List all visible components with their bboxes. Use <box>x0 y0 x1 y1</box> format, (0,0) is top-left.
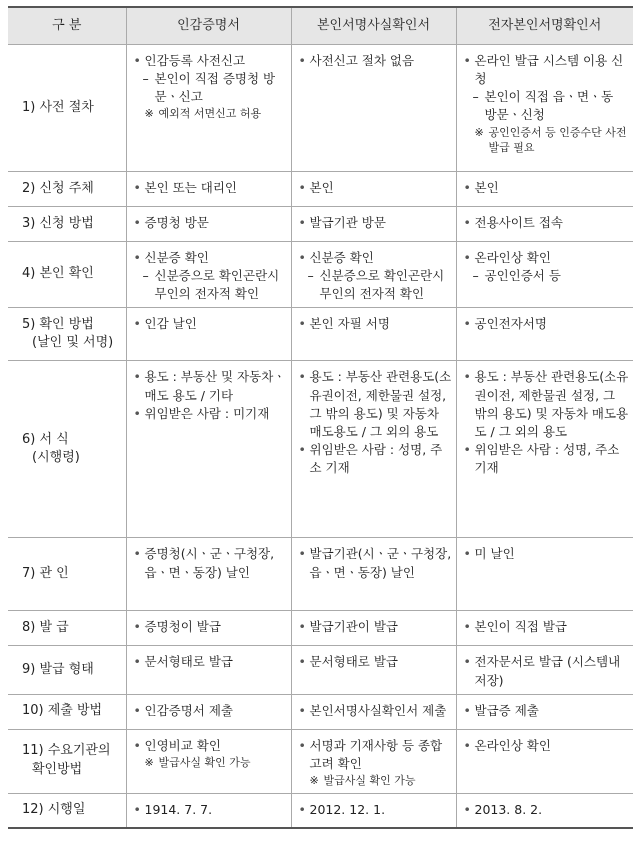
signature-confirmation-cell <box>291 646 456 694</box>
bullet-item: • 2012. 12. 1. <box>298 801 452 819</box>
bullet-item: • 증명청(시ㆍ군ㆍ구청장, 읍ㆍ면ㆍ동장) 날인 <box>133 545 287 581</box>
header-seal-certificate: 인감증명서 <box>126 7 291 45</box>
row-header-line: 5) 확인 방법 <box>22 316 94 332</box>
table-row <box>8 694 633 729</box>
electronic-signature-cell <box>456 361 633 538</box>
bullet-item: • 온라인상 확인 <box>463 737 630 755</box>
electronic-signature-cell <box>456 694 633 729</box>
note-item: ※ 발급사실 확인 가능 <box>298 773 452 789</box>
bullet-item: • 용도 : 부동산 관련용도(소유권이전, 제한물권 설정, 그 밖의 용도) 및 자동차 매도용도 / 그 외의 용도 <box>298 368 452 441</box>
bullet-item: • 위임받은 사람 : 성명, 주소 기재 <box>463 441 630 477</box>
bullet-item: • 1914. 7. 7. <box>133 801 287 819</box>
electronic-signature-cell <box>456 308 633 361</box>
electronic-signature-cell <box>456 611 633 646</box>
row-header <box>8 242 126 308</box>
bullet-item: • 본인 <box>463 179 630 197</box>
electronic-signature-cell <box>456 538 633 611</box>
row-header-line: 3) 신청 방법 <box>22 215 94 231</box>
bullet-item: • 인감 날인 <box>133 315 287 333</box>
bullet-item: • 발급기관(시ㆍ군ㆍ구청장, 읍ㆍ면ㆍ동장) 날인 <box>298 545 452 581</box>
seal-certificate-cell <box>126 646 291 694</box>
note-item: ※ 예외적 서면신고 허용 <box>133 106 287 122</box>
row-header <box>8 308 126 361</box>
signature-confirmation-cell <box>291 611 456 646</box>
sub-item: – 본인이 직접 증명청 방문ㆍ신고 <box>133 70 287 106</box>
signature-confirmation-cell <box>291 242 456 308</box>
row-header <box>8 646 126 694</box>
note-item: ※ 공인인증서 등 인증수단 사전 발급 필요 <box>463 125 630 157</box>
bullet-item: • 온라인 발급 시스템 이용 신청 <box>463 52 630 88</box>
table-row <box>8 793 633 828</box>
row-header-line: 9) 발급 형태 <box>22 661 94 677</box>
sub-item: – 신분증으로 확인곤란시 무인의 전자적 확인 <box>298 267 452 303</box>
bullet-item: • 미 날인 <box>463 545 630 563</box>
seal-certificate-cell <box>126 308 291 361</box>
seal-certificate-cell <box>126 611 291 646</box>
bullet-item: • 용도 : 부동산 관련용도(소유권이전, 제한물권 설정, 그 밖의 용도) 및 자동차 매도용도 / 그 외의 용도 <box>463 368 630 441</box>
signature-confirmation-cell <box>291 694 456 729</box>
note-item: ※ 발급사실 확인 가능 <box>133 755 287 771</box>
electronic-signature-cell <box>456 172 633 207</box>
electronic-signature-cell <box>456 242 633 308</box>
row-header-line: 확인방법 <box>32 762 83 778</box>
bullet-item: • 신분증 확인 <box>133 249 287 267</box>
bullet-item: • 발급기관 방문 <box>298 214 452 232</box>
table-row <box>8 207 633 242</box>
signature-confirmation-cell <box>291 207 456 242</box>
seal-certificate-cell <box>126 793 291 828</box>
signature-confirmation-cell <box>291 793 456 828</box>
row-header <box>8 611 126 646</box>
table-row <box>8 172 633 207</box>
row-header-line: (시행령) <box>32 450 80 466</box>
bullet-item: • 발급증 제출 <box>463 702 630 720</box>
signature-confirmation-cell <box>291 729 456 793</box>
table-row <box>8 361 633 538</box>
bullet-item: • 증명청이 발급 <box>133 618 287 636</box>
bullet-item: • 위임받은 사람 : 미기재 <box>133 405 287 423</box>
row-header <box>8 45 126 172</box>
row-header <box>8 361 126 538</box>
electronic-signature-cell <box>456 207 633 242</box>
header-row <box>8 7 633 45</box>
seal-certificate-cell <box>126 242 291 308</box>
seal-certificate-cell <box>126 694 291 729</box>
seal-certificate-cell <box>126 729 291 793</box>
bullet-item: • 본인 <box>298 179 452 197</box>
row-header <box>8 793 126 828</box>
row-header-line: 1) 사전 절차 <box>22 99 94 115</box>
bullet-item: • 온라인상 확인 <box>463 249 630 267</box>
bullet-item: • 본인 또는 대리인 <box>133 179 287 197</box>
sub-item: – 신분증으로 확인곤란시 무인의 전자적 확인 <box>133 267 287 303</box>
table-row <box>8 45 633 172</box>
bullet-item: • 사전신고 절차 없음 <box>298 52 452 70</box>
bullet-item: • 발급기관이 발급 <box>298 618 452 636</box>
table-row <box>8 538 633 611</box>
seal-certificate-cell <box>126 172 291 207</box>
bullet-item: • 본인서명사실확인서 제출 <box>298 702 452 720</box>
row-header-line: 7) 관 인 <box>22 565 69 581</box>
row-header-line: (날인 및 서명) <box>32 335 114 351</box>
row-header-line: 4) 본인 확인 <box>22 266 94 282</box>
bullet-item: • 용도 : 부동산 및 자동차ㆍ매도 용도 / 기타 <box>133 368 287 404</box>
bullet-item: • 인감등록 사전신고 <box>133 52 287 70</box>
electronic-signature-cell <box>456 45 633 172</box>
bullet-item: • 문서형태로 발급 <box>133 653 287 671</box>
bullet-item: • 2013. 8. 2. <box>463 801 630 819</box>
table-row <box>8 308 633 361</box>
bullet-item: • 서명과 기재사항 등 종합 고려 확인 <box>298 737 452 773</box>
bullet-item: • 위임받은 사람 : 성명, 주소 기재 <box>298 441 452 477</box>
seal-certificate-cell <box>126 361 291 538</box>
electronic-signature-cell <box>456 793 633 828</box>
signature-confirmation-cell <box>291 361 456 538</box>
row-header-line: 11) 수요기관의 <box>22 743 111 759</box>
seal-certificate-cell <box>126 538 291 611</box>
row-header-line: 12) 시행일 <box>22 802 86 818</box>
row-header <box>8 207 126 242</box>
sub-item: – 공인인증서 등 <box>463 267 630 285</box>
table-row <box>8 242 633 308</box>
table-row <box>8 729 633 793</box>
row-header-line: 8) 발 급 <box>22 619 69 635</box>
comparison-table <box>8 6 633 829</box>
electronic-signature-cell <box>456 729 633 793</box>
row-header <box>8 172 126 207</box>
row-header-line: 10) 제출 방법 <box>22 703 103 719</box>
header-category: 구 분 <box>8 7 126 45</box>
row-header <box>8 694 126 729</box>
seal-certificate-cell <box>126 45 291 172</box>
bullet-item: • 문서형태로 발급 <box>298 653 452 671</box>
bullet-item: • 증명청 방문 <box>133 214 287 232</box>
row-header-line: 6) 서 식 <box>22 431 69 447</box>
signature-confirmation-cell <box>291 172 456 207</box>
seal-certificate-cell <box>126 207 291 242</box>
bullet-item: • 전용사이트 접속 <box>463 214 630 232</box>
bullet-item: • 본인 자필 서명 <box>298 315 452 333</box>
row-header-line: 2) 신청 주체 <box>22 180 94 196</box>
signature-confirmation-cell <box>291 538 456 611</box>
header-electronic-signature-confirmation: 전자본인서명확인서 <box>456 7 633 45</box>
electronic-signature-cell <box>456 646 633 694</box>
bullet-item: • 신분증 확인 <box>298 249 452 267</box>
bullet-item: • 인영비교 확인 <box>133 737 287 755</box>
bullet-item: • 공인전자서명 <box>463 315 630 333</box>
signature-confirmation-cell <box>291 45 456 172</box>
table-row <box>8 611 633 646</box>
row-header <box>8 538 126 611</box>
row-header <box>8 729 126 793</box>
table-row <box>8 646 633 694</box>
bullet-item: • 전자문서로 발급 (시스템내 저장) <box>463 653 630 689</box>
header-signature-confirmation: 본인서명사실확인서 <box>291 7 456 45</box>
sub-item: – 본인이 직접 읍ㆍ면ㆍ동 방문ㆍ신청 <box>463 88 630 124</box>
bullet-item: • 인감증명서 제출 <box>133 702 287 720</box>
signature-confirmation-cell <box>291 308 456 361</box>
bullet-item: • 본인이 직접 발급 <box>463 618 630 636</box>
